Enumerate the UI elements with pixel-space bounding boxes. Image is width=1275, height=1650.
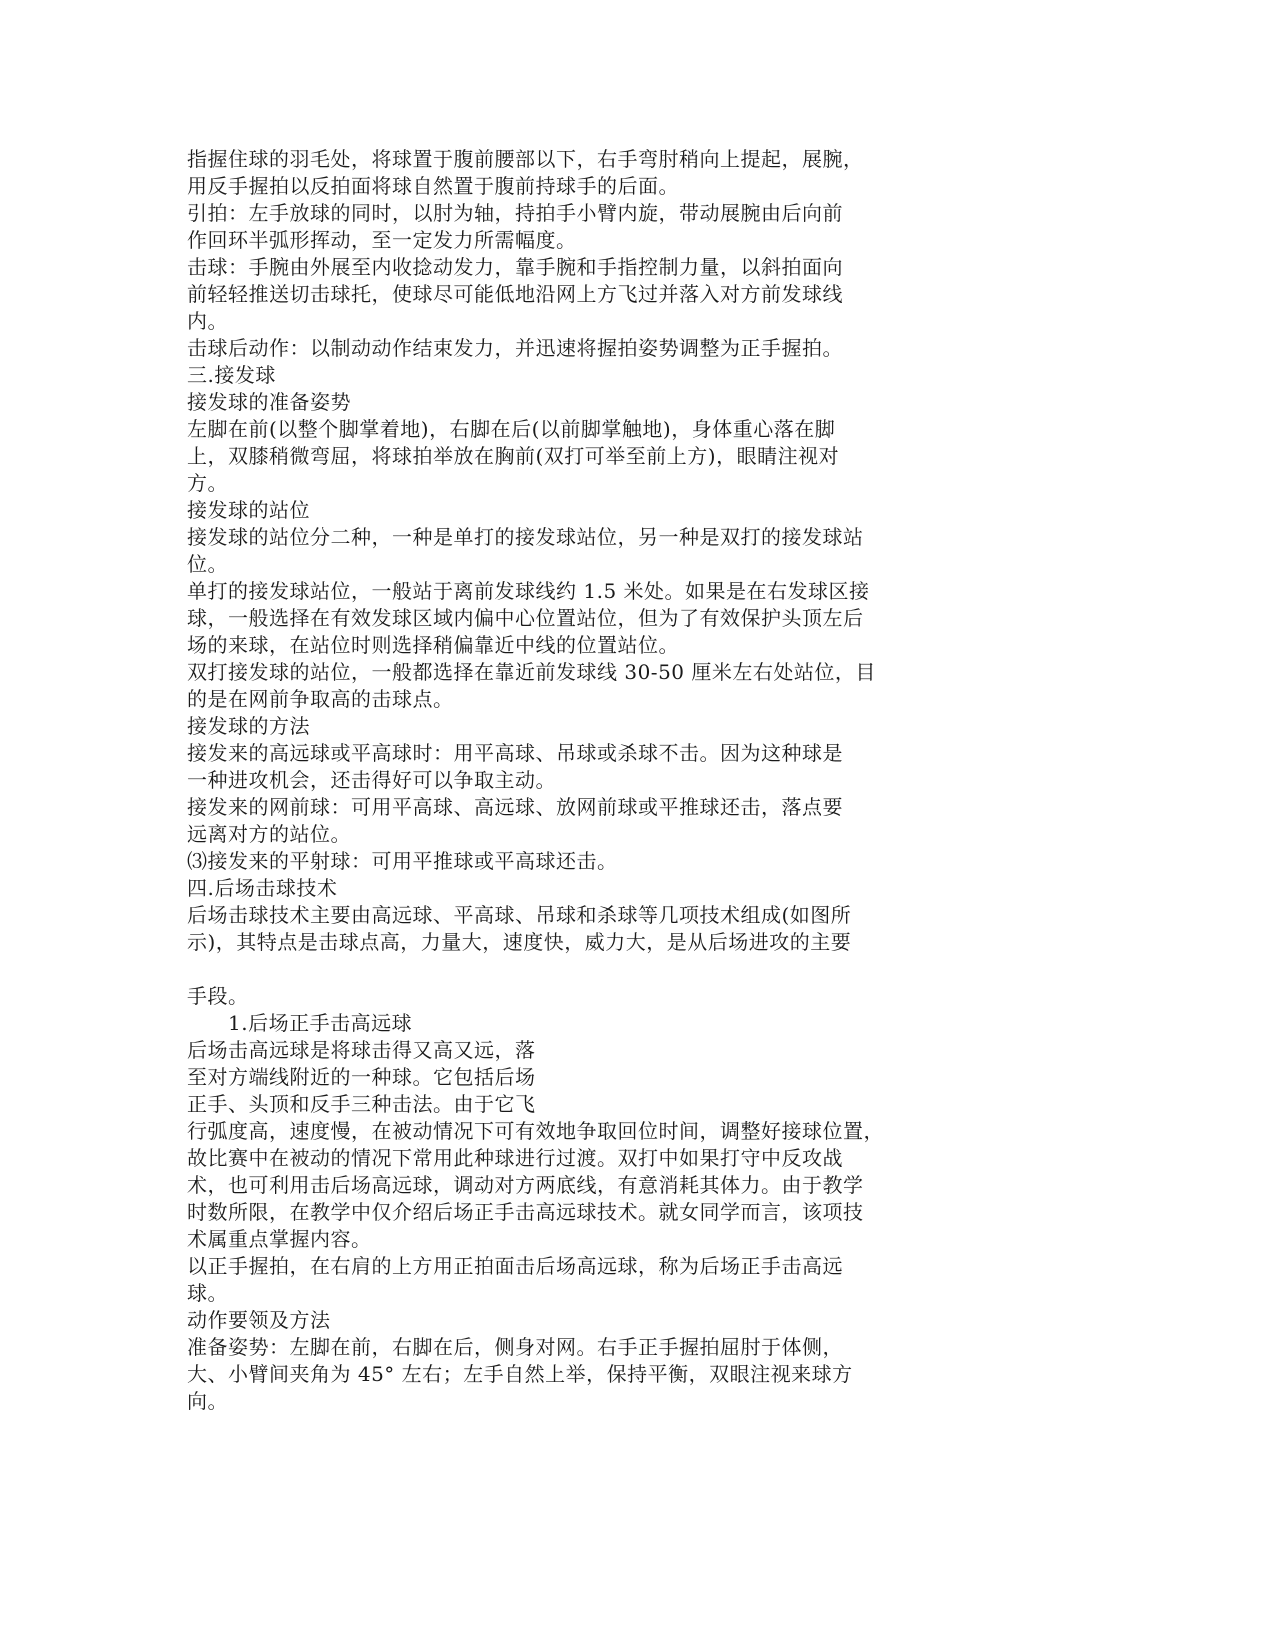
text-line: ⑶接发来的平射球：可用平推球或平高球还击。 bbox=[187, 849, 618, 873]
text-line: 方。 bbox=[187, 471, 228, 495]
subsection-heading: 动作要领及方法 bbox=[187, 1308, 331, 1332]
text-line: 手段。 bbox=[187, 984, 249, 1008]
text-line: 后场击球技术主要由高远球、平高球、吊球和杀球等几项技术组成(如图所 bbox=[187, 903, 852, 927]
text-line: 左脚在前(以整个脚掌着地)，右脚在后(以前脚掌触地)，身体重心落在脚 bbox=[187, 417, 836, 441]
text-line: 前轻轻推送切击球托，使球尽可能低地沿网上方飞过并落入对方前发球线 bbox=[187, 282, 843, 306]
text-line: 远离对方的站位。 bbox=[187, 822, 351, 846]
text-line: 向。 bbox=[187, 1389, 228, 1413]
text-line: 双打接发球的站位，一般都选择在靠近前发球线 30-50 厘米左右处站位，目 bbox=[187, 660, 876, 684]
text-line: 大、小臂间夹角为 45° 左右；左手自然上举，保持平衡，双眼注视来球方 bbox=[187, 1362, 853, 1386]
text-line: 位。 bbox=[187, 552, 228, 576]
text-line: 球。 bbox=[187, 1281, 228, 1305]
text-line: 正手、头顶和反手三种击法。由于它飞 bbox=[187, 1092, 536, 1116]
text-line: 用反手握拍以反拍面将球自然置于腹前持球手的后面。 bbox=[187, 174, 679, 198]
subsection-heading: 接发球的站位 bbox=[187, 498, 310, 522]
text-line: 后场击高远球是将球击得又高又远，落 bbox=[187, 1038, 536, 1062]
text-line: 术，也可利用击后场高远球，调动对方两底线，有意消耗其体力。由于教学 bbox=[187, 1173, 864, 1197]
text-line: 术属重点掌握内容。 bbox=[187, 1227, 372, 1251]
text-line: 示)，其特点是击球点高，力量大，速度快，威力大，是从后场进攻的主要 bbox=[187, 930, 852, 954]
text-line: 作回环半弧形挥动，至一定发力所需幅度。 bbox=[187, 228, 577, 252]
text-line: 击球后动作：以制动动作结束发力，并迅速将握拍姿势调整为正手握拍。 bbox=[187, 336, 843, 360]
subsection-heading: 1.后场正手击高远球 bbox=[228, 1011, 413, 1035]
text-line: 故比赛中在被动的情况下常用此种球进行过渡。双打中如果打守中反攻战 bbox=[187, 1146, 843, 1170]
text-line: 时数所限，在教学中仅介绍后场正手击高远球技术。就女同学而言，该项技 bbox=[187, 1200, 864, 1224]
section-heading: 四.后场击球技术 bbox=[187, 876, 338, 900]
text-line: 击球：手腕由外展至内收捻动发力，靠手腕和手指控制力量，以斜拍面向 bbox=[187, 255, 843, 279]
text-line: 指握住球的羽毛处，将球置于腹前腰部以下，右手弯肘稍向上提起，展腕， bbox=[187, 147, 864, 171]
text-line: 接发来的高远球或平高球时：用平高球、吊球或杀球不击。因为这种球是 bbox=[187, 741, 843, 765]
section-heading: 三.接发球 bbox=[187, 363, 276, 387]
subsection-heading: 接发球的准备姿势 bbox=[187, 390, 351, 414]
text-line: 接发来的网前球：可用平高球、高远球、放网前球或平推球还击，落点要 bbox=[187, 795, 843, 819]
text-line: 球，一般选择在有效发球区域内偏中心位置站位，但为了有效保护头顶左后 bbox=[187, 606, 864, 630]
text-line: 单打的接发球站位，一般站于离前发球线约 1.5 米处。如果是在右发球区接 bbox=[187, 579, 870, 603]
text-line: 准备姿势：左脚在前，右脚在后，侧身对网。右手正手握拍屈肘于体侧， bbox=[187, 1335, 843, 1359]
text-line: 以正手握拍，在右肩的上方用正拍面击后场高远球，称为后场正手击高远 bbox=[187, 1254, 843, 1278]
text-line: 行弧度高，速度慢，在被动情况下可有效地争取回位时间，调整好接球位置， bbox=[187, 1119, 884, 1143]
text-line: 引拍：左手放球的同时，以肘为轴，持拍手小臂内旋，带动展腕由后向前 bbox=[187, 201, 843, 225]
subsection-heading: 接发球的方法 bbox=[187, 714, 310, 738]
text-line: 的是在网前争取高的击球点。 bbox=[187, 687, 454, 711]
text-line: 场的来球，在站位时则选择稍偏靠近中线的位置站位。 bbox=[187, 633, 679, 657]
text-line: 内。 bbox=[187, 309, 228, 333]
text-line: 上，双膝稍微弯屈，将球拍举放在胸前(双打可举至前上方)，眼睛注视对 bbox=[187, 444, 840, 468]
text-line: 接发球的站位分二种，一种是单打的接发球站位，另一种是双打的接发球站 bbox=[187, 525, 864, 549]
text-line: 一种进攻机会，还击得好可以争取主动。 bbox=[187, 768, 556, 792]
text-line: 至对方端线附近的一种球。它包括后场 bbox=[187, 1065, 536, 1089]
